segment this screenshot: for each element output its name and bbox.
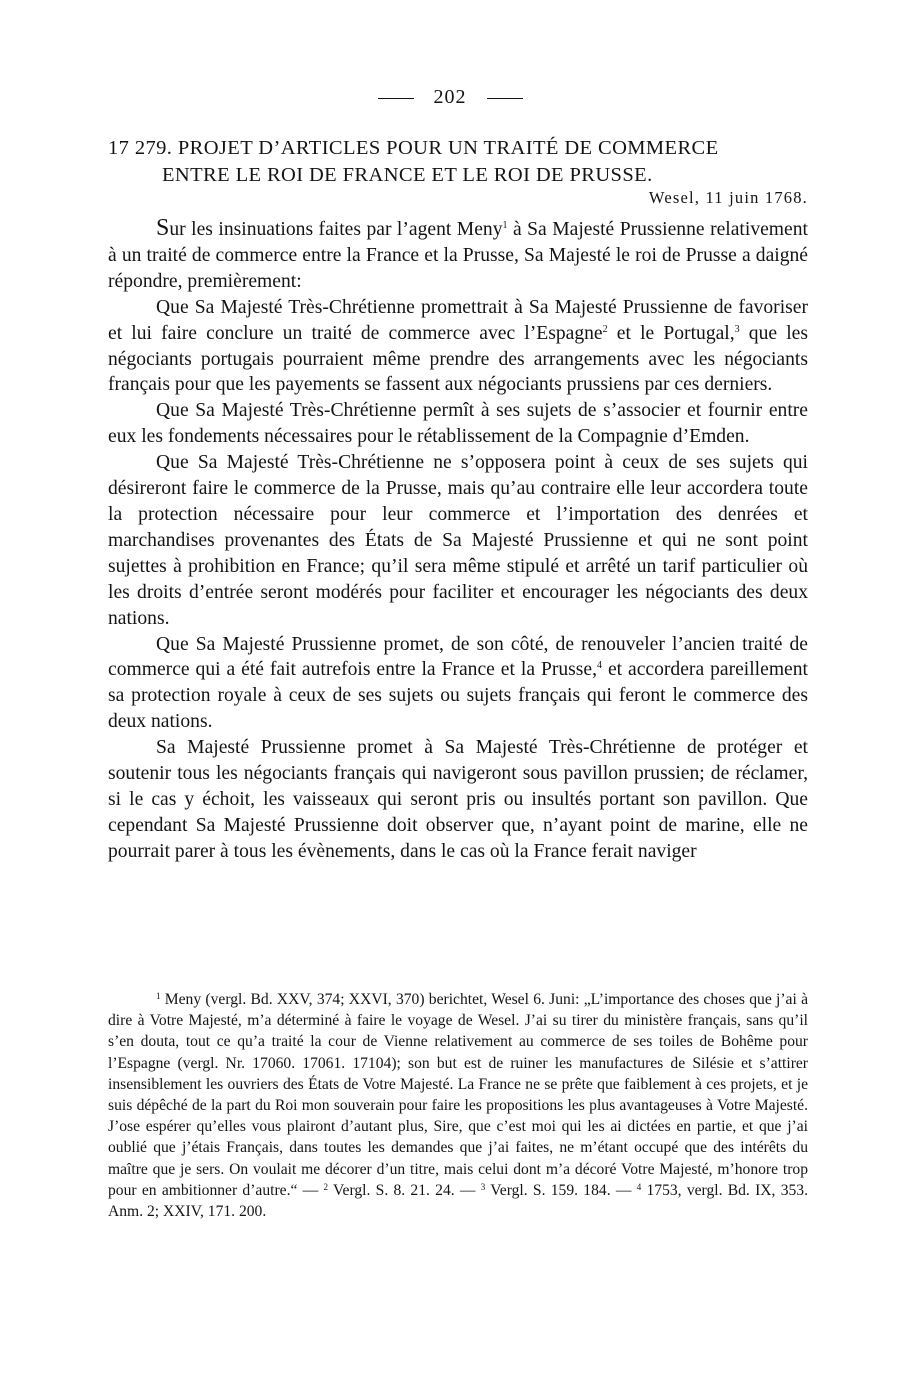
body-text [108,216,808,865]
paragraph-2: Que Sa Majesté Très-Chrétienne promettrait à Sa Majesté Prussienne de favoriser et lui faire conclure un traité de commerce avec l’Espagne$^2$ et le Portugal,$^3$ que les négociants portugais pourraient même prendre des arrangements avec les négociants français pour que les payements se fassent aux négociants prussiens par ces derniers. [108,296,809,396]
footnote-text-3: Vergl. S. 159. 184. — [485,1181,637,1199]
footnote-text-1: Meny (vergl. Bd. XXV, 374; XXVI, 370) berichtet, Wesel 6. Juni: „L’importance des choses que j’ai à dire à Votre Majesté, m’a déterminé à faire le voyage de Wesel. J’ai su tirer du ministère français, sans qu’il s’en douta, tout ce qu’a traité la cour de Vienne relativement au commerce de ses toiles de Bohême pour l’Espagne (vergl. Nr. 17060. 17061. 17104); son but est de ruiner les manufactures de Silésie et s’attirer insensiblement les ouvriers des États de Votre Majesté. La France ne se prête que faiblement à ces projets, et je suis dépêché de la part du Roi mon souverain pour faire les propositions les plus avantageuses à Votre Majesté. J’ose espérer qu’elles vous plairont d’autant plus, Sire, que c’est moi qui les ai dictées en partie, et que j’ai oublié que j’étais Français, dans toutes les demandes que j’ai faites, ne m’étant occupé que des intérêts du maître que je sers. On voulait me décorer d’un titre, mais celui dont m’a décoré Votre Majesté, m’honore trop pour en ambitionner d’autre.“ — [108,991,808,1199]
page-number-value: 202 [433,86,467,108]
paragraph-5: Que Sa Majesté Prussienne promet, de son côté, de renouveler l’ancien traité de commerce qui a été fait autrefois entre la France et la Prusse,$^4$ et accordera pareillement sa protection royale à ceux de ses sujets ou sujets français qui feront le commerce des deux nations. [108,633,808,733]
footnote-ref-3: 3 [734,323,740,335]
dateline [649,188,808,208]
heading-title-line-1: PROJET D’ARTICLES POUR UN TRAITÉ DE COMMERCE [177,137,719,159]
footnote-mark-2: 2 [323,1181,329,1192]
footnote-ref-4: 4 [597,660,603,672]
footnote-mark-4: 4 [636,1181,642,1192]
footnote-ref-1: 1 [502,220,508,231]
footnotes [108,989,808,1222]
footnote-text-2: Vergl. S. 8. 21. 24. — [328,1181,481,1199]
paragraph-6: Sa Majesté Prussienne promet à Sa Majesté Très-Chrétienne de protéger et soutenir tous les négociants français qui navigeront sous pavillon prussien; de réclamer, si le cas y échoit, les vaisseaux qui seront pris ou insultés portant son pavillon. Que cependant Sa Majesté Prussienne doit observer que, n’ayant point de marine, elle ne pourrait parer à tous les évènements, dans le cas où la France ferait naviger [108,737,808,862]
paragraph-1: Sur les insinuations faites par l’agent Meny$^1$ à Sa Majesté Prussienne relativement à un traité de commerce entre la France et la Prusse, Sa Majesté le roi de Prusse a daigné répondre, premièrement: [108,215,808,292]
footnote-ref-2: 2 [602,323,608,335]
footnote-mark-1: 1 [156,991,161,1001]
page-number [0,86,900,109]
paragraph-3: Que Sa Majesté Très-Chrétienne permît à ses sujets de s’associer et fournir entre eux les fondements nécessaires pour le rétablissement de la Compagnie d’Emden. [108,400,808,448]
document-number: 17 279. [108,137,173,159]
page-number-right-rule [487,98,523,99]
heading-line-2: ENTRE LE ROI DE FRANCE ET LE ROI DE PRUSSE. [162,164,653,186]
dateline-place: Wesel, [648,188,701,207]
heading-line-1 [108,135,808,162]
paragraph-4: Que Sa Majesté Très-Chrétienne ne s’opposera point à ceux de ses sujets qui désireront faire le commerce de la Prusse, mais qu’au contraire elle leur accordera toute la protection nécessaire pour leur commerce et l’importation des denrées et marchandises provenantes des États de Sa Majesté Prussienne et qui ne sont point sujettes à prohibition en France; qu’il sera même stipulé et arrêté un tarif particulier où les droits d’entrée seront modérés pour faciliter et encourager les négociants des deux nations. [108,452,808,629]
document-heading [108,135,808,189]
footnote-text-4: 1753, vergl. Bd. IX, 353. Anm. 2; XXIV, 171. 200. [108,1181,808,1221]
dateline-date: 11 juin 1768. [705,188,808,207]
footnote-mark-3: 3 [480,1181,486,1192]
footnote-block [108,989,808,1222]
page-number-left-rule [378,98,414,99]
